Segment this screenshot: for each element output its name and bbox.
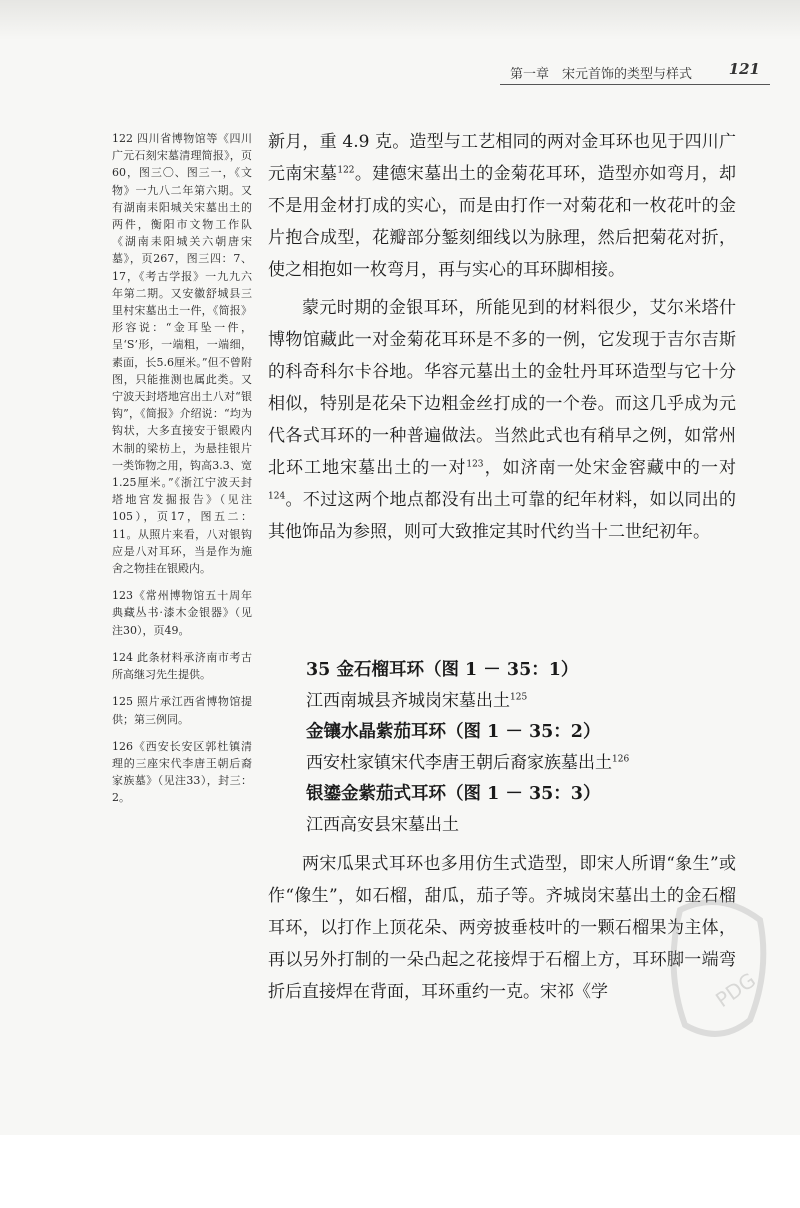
note-124: 124 此条材料承济南市考古所高继习先生提供。	[112, 650, 252, 682]
watermark-shape	[674, 902, 764, 1034]
note-122: 122 四川省博物馆等《四川广元石刻宋墓清理简报》，页60，图三〇、图三一，《文物》一九八二年第六期。又有湖南耒阳城关宋墓出土的两件，衡阳市文物工作队《湖南耒阳城关六朝唐宋墓》，页267，图三四：7、17，《考古学报》一九九六年第二期。又安徽舒城县三里村宋墓出土一件，《简报》形容说：“金耳坠一件，呈‘S’形，一端粗，一端细，素面，长5.6厘米。”但不曾附图，只能推测也属此类。又宁波天封塔地宫出土八对“银钩”，《简报》介绍说：“均为钩状，大多直接安于银殿内木制的梁枋上，为悬挂银片一类饰物之用，钩高3.3、宽1.25厘米。”《浙江宁波天封塔地宫发掘报告》（见注105），页17，图五二：11。从照片来看，八对银钩应是八对耳环，当是作为施舍之物挂在银殿内。	[112, 132, 252, 576]
running-header	[510, 60, 770, 82]
note-125: 125 照片承江西省博物馆提供；第三例同。	[112, 695, 252, 726]
chapter-title: 第一章 宋元首饰的类型与样式	[510, 67, 693, 82]
header-rule	[500, 84, 770, 85]
item-title: 35 金石榴耳环（图 1 － 35：1）	[306, 660, 579, 680]
note-123: 123《常州博物馆五十周年典藏丛书·漆木金银器》（见注30），页49。	[112, 589, 252, 637]
item-origin-text: 江西南城县齐城岗宋墓出土	[306, 691, 510, 711]
footnote-ref-122: 122	[337, 165, 355, 176]
footnote-ref-123: 123	[466, 459, 484, 470]
footnote-ref-126: 126	[612, 754, 630, 765]
paragraph-1	[268, 126, 736, 286]
figure-item-list	[306, 655, 746, 841]
item-origin	[306, 748, 746, 779]
paragraph-3: 两宋瓜果式耳环也多用仿生式造型，即宋人所谓“象生”或作“像生”，如石榴，甜瓜，茄子等。齐城岗宋墓出土的金石榴耳环，以打作上顶花朵、两旁披垂枝叶的一颗石榴果为主体，再以另外打制的一朵凸起之花接焊于石榴上方，耳环脚一端弯折后直接焊在背面，耳环重约一克。宋祁《学	[268, 854, 736, 1002]
paragraph-1-text-a: 新月，重 4.9 克。造型与工艺相同的两对金耳环也见于四川广元南宋墓	[268, 132, 736, 184]
bottom-margin	[0, 1135, 800, 1208]
paragraph-2-text-c: 。不过这两个地点都没有出土可靠的纪年材料，如以同出的其他饰品为参照，则可大致推定其时代约当十二世纪初年。	[268, 490, 736, 542]
note-126: 126《西安长安区郭杜镇清理的三座宋代李唐王朝后裔家族墓》（见注33），封三：2。	[112, 739, 252, 805]
item-title: 金镶水晶紫茄耳环（图 1 － 35：2）	[306, 722, 601, 742]
item-origin	[306, 686, 746, 717]
scan-shadow	[0, 0, 800, 40]
page-number: 121	[728, 60, 760, 78]
main-text	[268, 126, 736, 548]
paragraph-1-text-b: 。建德宋墓出土的金菊花耳环，造型亦如弯月，却不是用金材打成的实心，而是由打作一对菊花和一枚花叶的金片抱合成型，花瓣部分錾刻细线以为脉理，然后把菊花对折，使之相抱如一枚弯月，再与实心的耳环脚相接。	[268, 164, 737, 280]
paragraph-2-text-a: 蒙元时期的金银耳环，所能见到的材料很少，艾尔米塔什博物馆藏此一对金菊花耳环是不多的一例，它发现于吉尔吉斯的科奇科尔卡谷地。华容元墓出土的金牡丹耳环造型与它十分相似，特别是花朵下边粗金丝打成的一个卷。而这几乎成为元代各式耳环的一种普遍做法。当然此式也有稍早之例，如常州北环工地宋墓出土的一对	[268, 298, 736, 478]
side-notes	[112, 130, 252, 817]
item-origin-text: 江西高安县宋墓出土	[306, 815, 459, 835]
item-title: 银鎏金紫茄式耳环（图 1 － 35：3）	[306, 784, 601, 804]
footnote-ref-124: 124	[268, 491, 286, 502]
watermark-text: PDG	[711, 967, 761, 1013]
footnote-ref-125: 125	[510, 692, 528, 703]
item-origin-text: 西安杜家镇宋代李唐王朝后裔家族墓出土	[306, 753, 612, 773]
item-origin	[306, 810, 746, 841]
pdg-watermark	[660, 890, 780, 1050]
paragraph-2-text-b: ，如济南一处宋金窖藏中的一对	[483, 458, 737, 478]
paragraph-2	[268, 292, 736, 548]
